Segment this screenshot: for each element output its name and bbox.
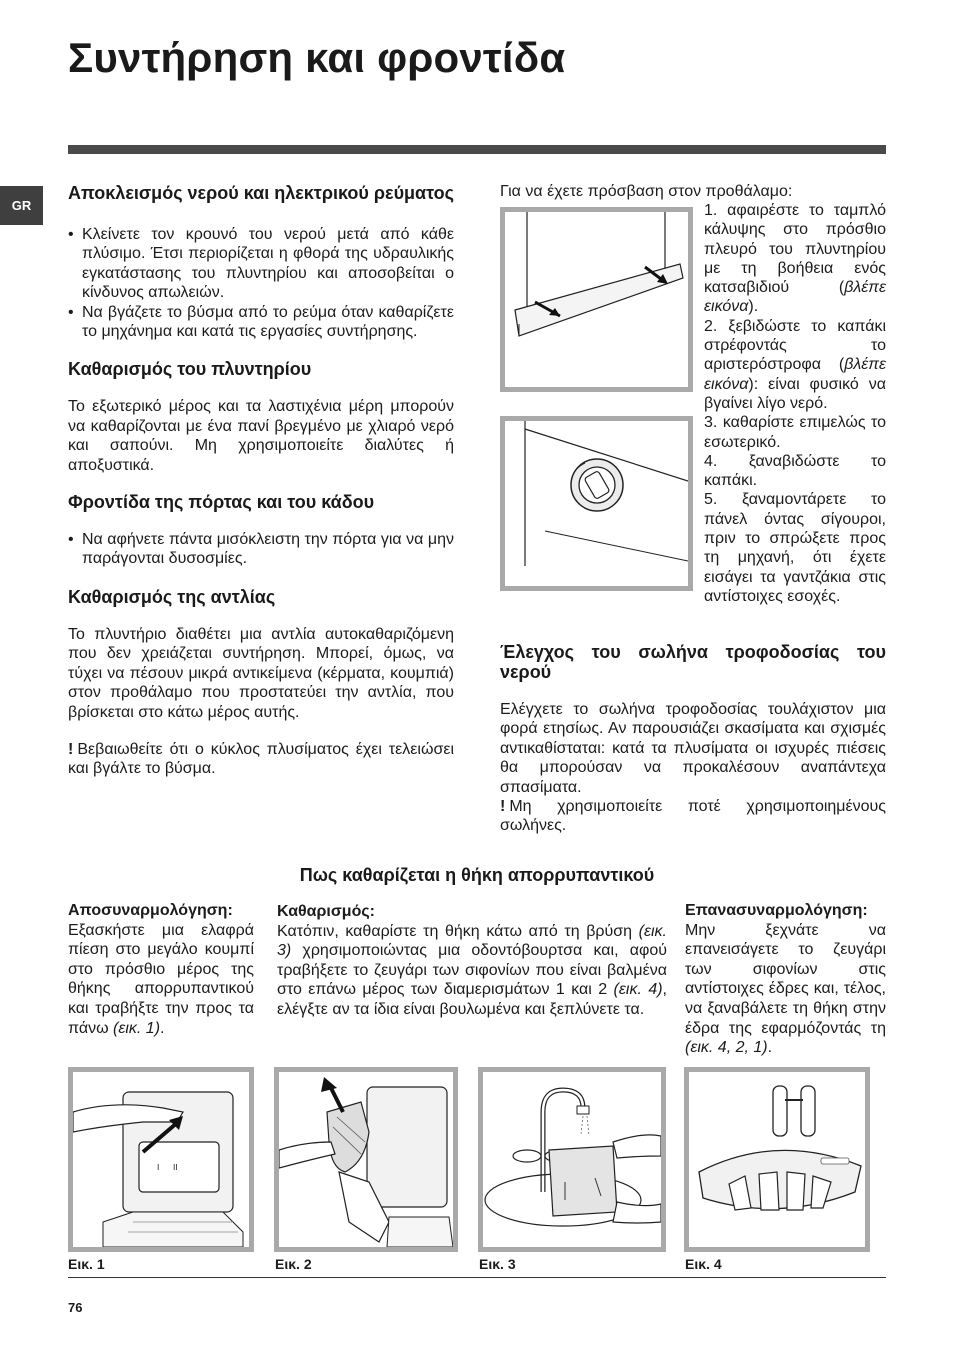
warning-mark: ! bbox=[500, 798, 506, 816]
pump-cap-illustration bbox=[505, 421, 688, 586]
page-number: 76 bbox=[68, 1300, 83, 1315]
dispenser-mark-1: I bbox=[157, 1163, 160, 1172]
figure-pump-cap bbox=[500, 416, 693, 591]
warning-mark: ! bbox=[68, 740, 74, 758]
section-heading-dispenser: Πως καθαρίζεται η θήκη απορρυπαντικού bbox=[299, 865, 655, 885]
siphons-illustration bbox=[689, 1072, 865, 1247]
label-cleaning: Καθαρισμός: bbox=[277, 903, 376, 920]
pump-access-intro: Για να έχετε πρόσβαση στον προθάλαμο: bbox=[500, 183, 793, 200]
figure-2 bbox=[274, 1067, 458, 1252]
figure-caption-4: Εικ. 4 bbox=[685, 1256, 722, 1272]
section-heading-hose-check: Έλεγχος του σωλήνα τροφοδοσίας του νερού bbox=[500, 642, 886, 682]
figure-caption-2: Εικ. 2 bbox=[275, 1256, 312, 1272]
warning-note: ! Βεβαιωθείτε ότι ο κύκλος πλυσίματος έχει τελειώσει και βγάλτε το βύσμα. bbox=[68, 740, 454, 778]
dispenser-col-disassembly: Αποσυναρμολόγηση: Εξασκήστε μια ελαφρά πίεση στο μεγάλο κουμπί στο πρόσθιο μέρος της θήκης απορρυπαντικού και τραβήξτε την προς τα πάνω (εικ. 1). bbox=[68, 902, 254, 1037]
pump-steps bbox=[704, 201, 886, 606]
left-column bbox=[68, 183, 454, 779]
step-3: 3. καθαρίστε επιμελώς το εσωτερικό. bbox=[704, 414, 886, 451]
dispenser-lift-illustration bbox=[73, 1072, 249, 1247]
dispenser-mark-2: II bbox=[173, 1163, 178, 1172]
figure-caption-3: Εικ. 3 bbox=[479, 1256, 516, 1272]
figure-3 bbox=[478, 1067, 666, 1252]
step-1: 1. αφαιρέστε το ταμπλό κάλυψης στο πρόσθιο πλευρό του πλυντηρίου με τη βοήθεια ενός κατσαβιδιού (βλέπε εικόνα). bbox=[704, 202, 886, 316]
section-heading-water-power: Αποκλεισμός νερού και ηλεκτρικού ρεύματος bbox=[68, 183, 455, 203]
bullet-item: • Κλείνετε τον κρουνό του νερού μετά από κάθε πλύσιμο. Έτσι περιορίζεται η φθορά της υδραυλικής εγκατάστασης του πλυντηρίου και αποσοβείται ο κίνδυνος απωλειών. bbox=[68, 225, 454, 303]
section-heading-door-drum: Φροντίδα της πόρτας και του κάδου bbox=[68, 492, 375, 513]
figure-4 bbox=[684, 1067, 870, 1252]
paragraph: Το εξωτερικό μέρος και τα λαστιχένια μέρη μπορούν να καθαρίζονται με ένα πανί βρεγμένο με χλιαρό νερό και σαπούνι. Μη χρησιμοποιείτε διαλύτες ή αποξυστικά. bbox=[68, 398, 454, 474]
label-reassembly: Επανασυναρμολόγηση: bbox=[685, 902, 868, 919]
paragraph: Ελέγχετε το σωλήνα τροφοδοσίας τουλάχιστον μια φορά ετησίως. Αν παρουσιάζει σκασίματα και σχισμές αντικαθίσταται: κατά τα πλυσίματα οι ισχυρές πιέσεις θα μπορούσαν να προκαλέσουν αναπάντεχα σπασίματα. bbox=[500, 701, 886, 796]
section-heading-pump-cleaning: Καθαρισμός της αντλίας bbox=[68, 586, 276, 607]
figure-1 bbox=[68, 1067, 254, 1252]
warning-note: ! Μη χρησιμοποιείτε ποτέ χρησιμοποιημένους σωλήνες. bbox=[500, 798, 886, 835]
bottom-rule bbox=[68, 1277, 886, 1278]
paragraph: Το πλυντήριο διαθέτει μια αντλία αυτοκαθαριζόμενη που δεν χρειάζεται συντήρηση. Μπορεί, όμως, να τύχει να πέσουν μικρά αντικείμενα (κέρματα, κουμπιά) στον προθάλαμο που προστατεύει την αντλία, που βρίσκεται στο κάτω μέρος αυτής. bbox=[68, 625, 454, 721]
bullet-item: • Να βγάζετε το βύσμα από το ρεύμα όταν καθαρίζετε το μηχάνημα και κατά τις εργασίες συντήρησης. bbox=[68, 303, 454, 342]
section-heading-washer-cleaning: Καθαρισμός του πλυντηρίου bbox=[68, 359, 312, 380]
title-rule bbox=[68, 145, 886, 154]
faucet-rinse-illustration bbox=[483, 1072, 661, 1247]
dispenser-removal-illustration bbox=[279, 1072, 453, 1247]
label-disassembly: Αποσυναρμολόγηση: bbox=[68, 902, 233, 919]
step-4: 4. ξαναβιδώστε το καπάκι. bbox=[704, 452, 886, 490]
language-tab: GR bbox=[0, 186, 43, 225]
figure-caption-1: Εικ. 1 bbox=[68, 1256, 105, 1272]
panel-removal-illustration bbox=[505, 212, 688, 387]
step-2: 2. ξεβιδώστε το καπάκι στρέφοντάς το αριστερόστροφα (βλέπε εικόνα): είναι φυσικό να βγαίνει λίγο νερό. bbox=[704, 317, 886, 412]
step-5: 5. ξαναμοντάρετε το πάνελ όντας σίγουροι, πριν το σπρώξετε προς τη μηχανή, ότι έχετε εισάγει τα γαντζάκια στις αντίστοιχες εσοχές. bbox=[704, 491, 886, 605]
page-title: Συντήρηση και φροντίδα bbox=[68, 34, 566, 81]
dispenser-col-cleaning: Καθαρισμός: Κατόπιν, καθαρίστε τη θήκη κάτω από τη βρύση (εικ. 3) χρησιμοποιώντας μια οδοντόβουρτσα και, αφού τραβήξετε το ζευγάρι των σιφονίων που είναι βαλμένα στο επάνω μέρος των διαμερισμάτων 1 και 2 (εικ. 4), ελέγξτε αν τα ίδια είναι βουλωμένα και ξεπλύνετε τα. bbox=[277, 903, 667, 1018]
hose-section bbox=[500, 642, 886, 836]
figure-remove-panel bbox=[500, 207, 693, 392]
dispenser-col-reassembly: Επανασυναρμολόγηση: Μην ξεχνάτε να επανεισάγετε το ζευγάρι των σιφονίων στις αντίστοιχες έδρες και, τέλος, να ξαναβάλετε τη θήκη στην έδρα της εφαρμόζοντάς τη (εικ. 4, 2, 1). bbox=[685, 902, 886, 1057]
bullet-item: • Να αφήνετε πάντα μισόκλειστη την πόρτα για να μην παράγονται δυσοσμίες. bbox=[68, 530, 454, 569]
